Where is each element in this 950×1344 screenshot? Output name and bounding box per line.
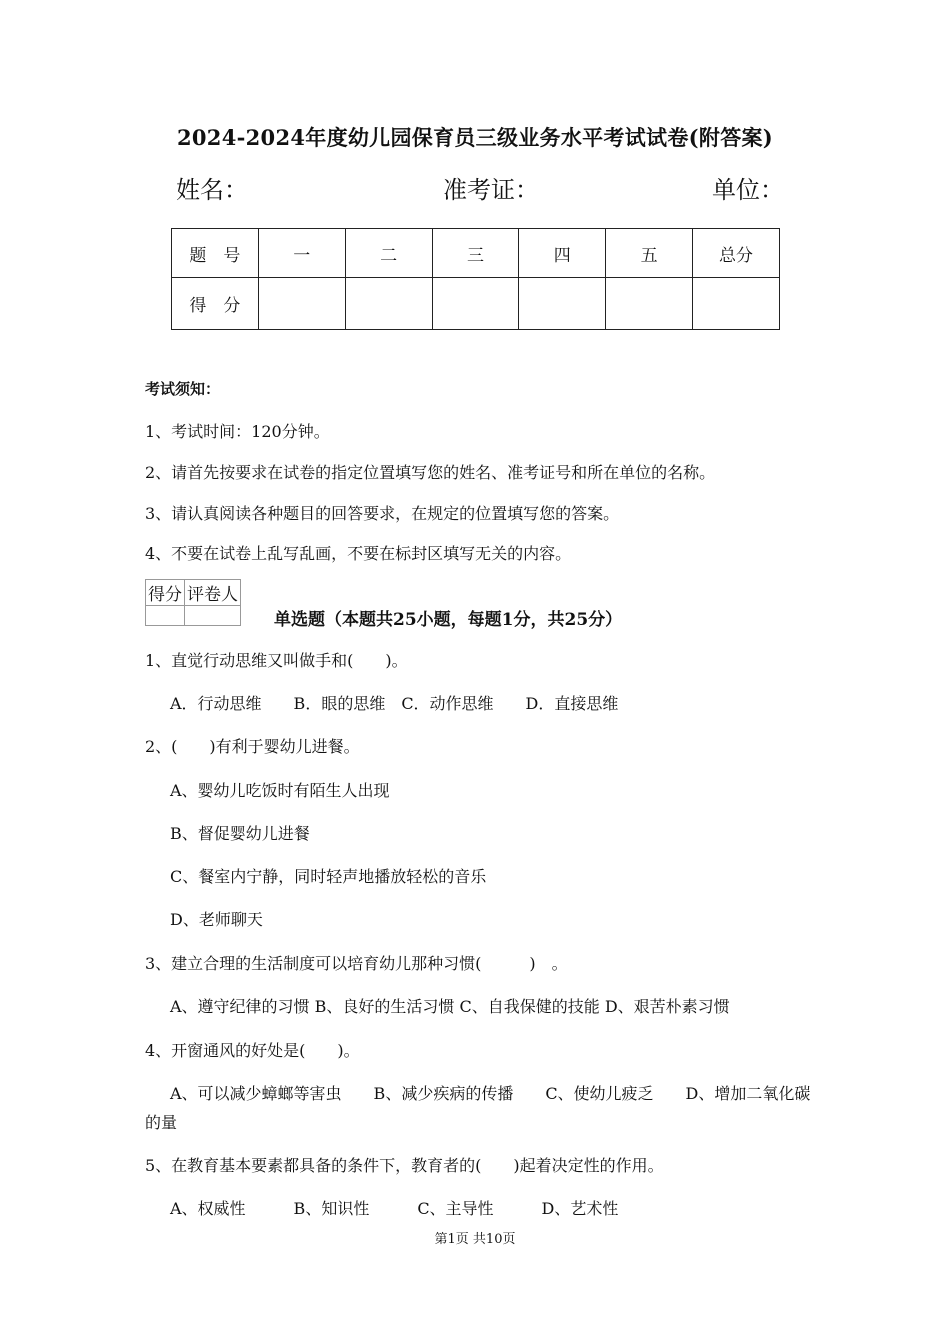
header-total: 总分	[693, 229, 780, 278]
score-table-score-row	[172, 278, 780, 330]
page-title: 2024-2024年度幼儿园保育员三级业务水平考试试卷(附答案)	[176, 125, 774, 150]
header-question-no: 题 号	[172, 229, 259, 278]
exam-number-label: 准考证：	[443, 176, 539, 204]
grader-name-cell[interactable]	[185, 606, 241, 626]
question-stem: 2、( )有利于婴幼儿进餐。	[145, 737, 360, 756]
question-stem: 3、建立合理的生活制度可以培育幼儿那种习惯( ) 。	[145, 954, 568, 973]
score-row-label: 得 分	[172, 278, 259, 330]
grader-score-cell[interactable]	[146, 606, 185, 626]
page-footer: 第1页 共10页	[434, 1232, 516, 1247]
score-table	[171, 228, 780, 330]
score-cell-3[interactable]	[432, 278, 519, 330]
note-item: 1、考试时间：120分钟。	[145, 422, 330, 441]
question-options: A、遵守纪律的习惯 B、良好的生活习惯 C、自我保健的技能 D、艰苦朴素习惯	[170, 997, 730, 1016]
question-option: B、督促婴幼儿进餐	[170, 824, 310, 843]
question-stem: 4、开窗通风的好处是( )。	[145, 1041, 360, 1060]
note-item: 4、不要在试卷上乱写乱画，不要在标封区填写无关的内容。	[145, 544, 572, 563]
exam-notes-heading: 考试须知：	[145, 380, 221, 398]
question-options: A．行动思维 B．眼的思维 C．动作思维 D．直接思维	[170, 694, 619, 713]
section-title: 单选题（本题共25小题，每题1分，共25分）	[274, 610, 623, 630]
question-stem: 5、在教育基本要素都具备的条件下，教育者的( )起着决定性的作用。	[145, 1156, 664, 1175]
question-options-continued: 的量	[145, 1113, 178, 1132]
score-cell-2[interactable]	[345, 278, 432, 330]
score-table-header-row	[172, 229, 780, 278]
question-options: A、权威性 B、知识性 C、主导性 D、艺术性	[170, 1199, 619, 1218]
grader-score-label: 得分	[146, 580, 185, 606]
note-item: 2、请首先按要求在试卷的指定位置填写您的姓名、准考证号和所在单位的名称。	[145, 463, 716, 482]
header-part-2: 二	[345, 229, 432, 278]
question-options: A、可以减少蟑螂等害虫 B、减少疾病的传播 C、使幼儿疲乏 D、增加二氧化碳	[170, 1084, 811, 1103]
header-part-5: 五	[606, 229, 693, 278]
header-part-1: 一	[258, 229, 345, 278]
note-item: 3、请认真阅读各种题目的回答要求，在规定的位置填写您的答案。	[145, 504, 620, 523]
score-cell-total[interactable]	[693, 278, 780, 330]
header-part-3: 三	[432, 229, 519, 278]
score-cell-5[interactable]	[606, 278, 693, 330]
grader-box	[145, 579, 241, 626]
header-part-4: 四	[519, 229, 606, 278]
score-cell-4[interactable]	[519, 278, 606, 330]
question-option: A、婴幼儿吃饭时有陌生人出现	[170, 781, 390, 800]
question-stem: 1、直觉行动思维又叫做手和( )。	[145, 651, 408, 670]
unit-label: 单位：	[712, 176, 784, 204]
grader-name-label: 评卷人	[185, 580, 241, 606]
question-option: C、餐室内宁静，同时轻声地播放轻松的音乐	[170, 867, 487, 886]
question-option: D、老师聊天	[170, 910, 263, 929]
score-cell-1[interactable]	[258, 278, 345, 330]
name-label: 姓名：	[176, 176, 248, 204]
